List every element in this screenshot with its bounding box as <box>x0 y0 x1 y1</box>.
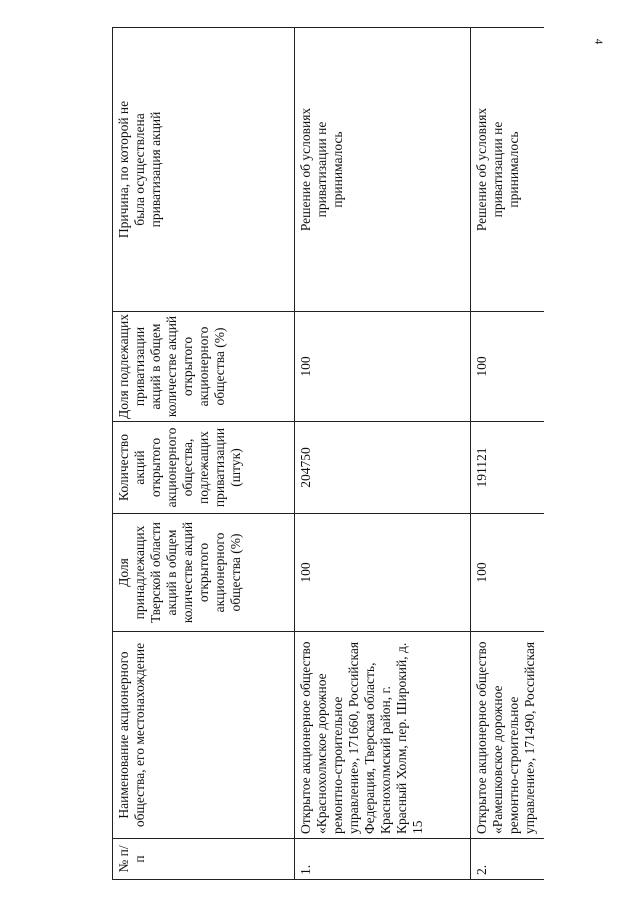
header-num: № п/п <box>116 845 147 873</box>
header-share-priv: Доля подлежащих приватизации акций в общем количестве акций открытого акционерного общества (%) <box>116 314 227 419</box>
row-2-quantity: 191121 <box>474 447 489 488</box>
privatization-table <box>112 27 544 880</box>
row-1-name: Открытое акционерное общество «Краснохолмское дорожное ремонтно-строительное управление», 171660, Российская Федерация, Тверская область, Краснохолмский район, г. Красный Холм, пер. Широкий, д. 15 <box>298 641 425 834</box>
row-1-share-tver: 100 <box>298 562 313 583</box>
row-1-quantity: 204750 <box>298 447 313 488</box>
header-name: Наименование акционерного общества, его местонахождение <box>116 642 147 828</box>
row-1-share-priv: 100 <box>298 356 313 377</box>
row-2-share-tver: 100 <box>474 562 489 583</box>
header-quantity: Количество акций открытого акционерного общества, подлежащих приватизации (штук) <box>116 427 243 508</box>
header-reason: Причина, по которой не была осуществлена приватизация акций <box>116 100 163 239</box>
header-share-tver: Доля принадлежащих Тверской области акций в общем количестве акций открытого акционерного общества (%) <box>116 521 243 624</box>
row-2-num: 2. <box>474 864 489 875</box>
table-border-left <box>112 879 544 880</box>
row-2-name: Открытое акционерное общество «Рамешковское дорожное ремонтно-строительное управление», 171490, Российская <box>474 641 537 834</box>
row-2-share-priv: 100 <box>474 356 489 377</box>
row-1-reason: Решение об условиях приватизации не принималось <box>298 107 345 232</box>
row-2-reason: Решение об условиях приватизации не принималось <box>474 107 521 232</box>
page-number: 4 <box>592 38 605 45</box>
row-1-num: 1. <box>298 864 313 875</box>
